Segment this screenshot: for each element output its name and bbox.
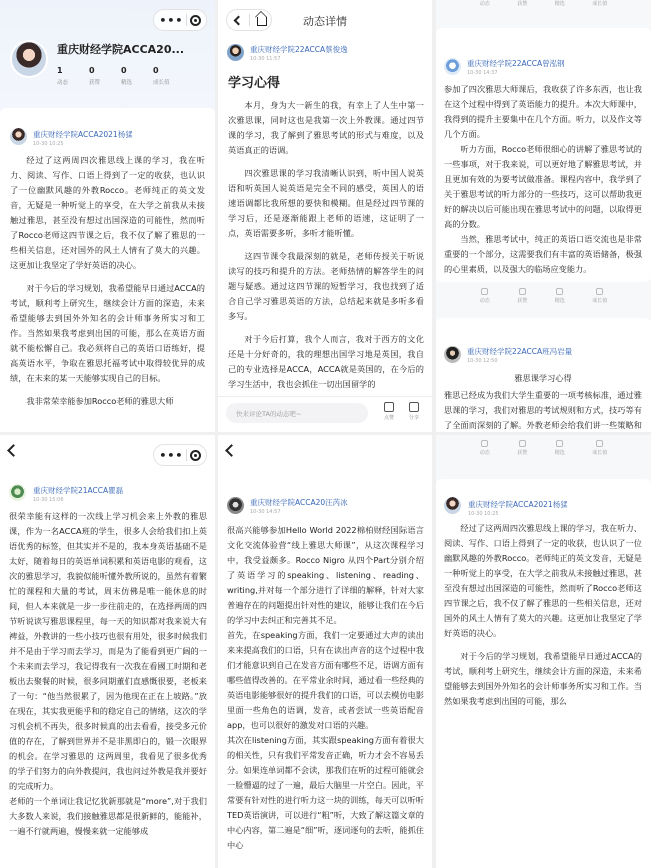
post-body [227,523,424,861]
back-icon[interactable] [7,444,20,457]
like-button[interactable] [384,402,394,421]
stat-label: 成长值 [153,80,170,86]
author-name[interactable]: 重庆财经学院21ACCA瞿磊 [33,486,124,495]
post-detail-panel [218,0,432,432]
post-card[interactable] [436,318,651,432]
profile-panel [0,0,215,432]
post-title: 学习心得 [228,76,281,91]
action-icon [519,288,526,295]
paragraph: 参加了四次雅思大师课后，我收获了许多东西，也让我在这个过程中得到了英语能力的提升。本次大师课中，我得到的提升主要集中在几个方面。听力，以及作文等几个方面。 [444,84,642,139]
post-body [444,521,642,717]
action-icon [596,440,603,447]
more-icon[interactable]: ••• [159,448,184,462]
feed-panel [436,0,651,432]
share-button[interactable] [409,402,419,421]
post-title: 雅思课学习心得 [514,373,572,383]
post-detail-panel [0,435,215,868]
action-featured[interactable] [555,0,565,7]
paragraph: 很高兴能够参加Hello World 2022棉柏财经国际语言文化交流体验营“线上雅思大师课”，从这次课程学习中，我受益颇多。Rocco Nigro 从四个Part分别介绍了英语学习的speaking、listening、reading、writing,并对每一个部分进行了详细的解释，针对大家普遍存在的问题提出针对性的建议，能够让我们在今后的学习中去纠正和完善其不足。 [227,525,424,625]
action-label: 获赞 [517,450,528,456]
paragraph: 首先，在speaking方面，我们一定要通过大声的读出来来提高我们的口语，只有在读出声音的这个过程中我们才能意识到自己在发音方面有哪些不足，语调方面有哪些值得改善的。在平常业余时间，通过看一些经典的英语电影能够很好的提升我们的口语，可以去模仿电影里面一些角色的语调，发音，或者尝试一些英语配音app，也可以很好的激发对口语的兴趣。 [227,630,424,730]
paragraph: 四次雅思课的学习我清晰认识到，听中国人说英语和听英国人说英语是完全不同的感受，英国人的语速语调都比我所想的要快和模糊。但是经过四节课的学习后，还是逐渐能跟上老师的语速，这证明了一点，英语需要多听，多听才能听懂。 [228,168,424,238]
paragraph: 本月，身为大一新生的我，有幸上了人生中第一次雅思课，同时这也是我第一次上外教课。通过四节课的学习，我了解到了雅思考试的形式与难度，以及英语真正的语调。 [228,100,424,155]
action-likes[interactable] [517,440,527,456]
action-likes[interactable] [517,0,527,7]
capsule-divider [186,14,187,26]
avatar[interactable] [10,40,48,78]
action-label: 动态 [479,450,490,456]
action-icon [556,440,563,447]
action-likes[interactable] [517,288,527,304]
capsule-divider [186,449,187,461]
nav-title: 动态详情 [303,15,347,28]
post-time: 10-30 15:06 [33,497,64,503]
comment-bar [218,396,432,432]
feed-panel [436,435,651,868]
post-time: 10-30 10:25 [33,141,64,147]
like-icon [384,402,394,412]
author-avatar[interactable] [444,58,461,75]
paragraph: 老师的一个单词让我记忆犹新那就是“more”,对于我们大多数人来说，我们接触雅思都是很新鲜的，能能补，一遍不行就两遍，慢慢来就一定能够成 [9,796,207,836]
close-target-icon[interactable] [190,15,201,26]
paragraph: 对于今后的学习规划，我希望能早日通过ACCA的考试，顺利考上研究生，继续会计方面的深造，未来希望能够去到国外外知名的会计师事务所实习和工作。当然如果我考虑到出国的可能，那么在英语方面就不能松懈自己。我必须将自己的英语口语练好，提高英语水平，争取在雅思托福考试中取得较优异的成绩，在未来的某一天能够实现自己的目标。 [10,283,205,383]
author-avatar[interactable] [227,497,244,514]
author-avatar[interactable] [444,497,461,514]
post-body [444,371,642,432]
share-label: 分享 [409,415,420,421]
action-label: 精选 [554,450,565,456]
stat-label: 精选 [121,80,133,86]
paragraph: 听力方面，Rocco老师很细心的讲解了雅思考试的一些事项，对于我来说，可以更好地了解雅思考试，并且更加有效的为要考试做准备。课程内容中，我学到了关于雅思考试的听力部分的一些技巧，这可以帮助我更好的解决以后可能出现在雅思考试中的问题，以取得更高的分数。 [444,144,642,229]
paragraph: 我非常荣幸能参加Rocco老师的雅思大师 [26,396,174,406]
action-label: 精选 [554,298,565,304]
stat-growth[interactable] [153,66,185,86]
stat-num: 0 [89,66,95,75]
back-icon[interactable] [225,444,238,457]
like-label: 点赞 [384,415,395,421]
post-time: 10-30 12:50 [467,358,498,364]
action-growth[interactable] [592,288,607,304]
stat-featured[interactable] [121,66,153,86]
paragraph: 经过了这两周四次雅思线上课的学习，我在听力、阅读、写作、口语上得到了一定的收获，也认识了一位幽默风趣的外教Rocco。老师纯正的英文发音，无疑是一种听觉上的享受，在大学之前我从未接触过雅思，甚至没有想过出国深造的可能性，然而听了Rocco老师这四节课之后，我不仅了解了雅思的一些相关信息，还对国外的风土人情有了莫大的兴趣。这更加让我坚定了学好英语的决心。 [10,155,205,270]
post-card[interactable] [0,108,215,432]
more-icon[interactable]: ••• [159,13,184,27]
action-icon [519,440,526,447]
author-name[interactable]: 重庆财经学院22ACCA班冯岩量 [467,347,573,356]
action-label: 成长值 [592,1,608,7]
action-label: 动态 [479,298,490,304]
action-label: 获赞 [517,1,528,7]
stat-num: 0 [121,66,127,75]
post-time: 10-30 14:37 [467,70,498,76]
author-name[interactable]: 重庆财经学院ACCA2021杨猱 [33,130,133,139]
paragraph: 很荣幸能有这样的一次线上学习机会来上外教的雅思课，作为一名ACCA班的学生，很多人会给我们扣上英语优秀的标签，但其实并不是的，我本身英语基础不是太好，随着每日的英语单词积累和英语电影的观看，这次的雅思学习，我貌似能听懂外教所说的，虽然有着繁忙的课程和大量的考试，周末仿佛是唯一能休息的时间，但人本来就是一步一步往前走的，在选择两周的四节听说读写雅思课程里，每一天的知识都对我来说大有裨益，外教讲的一些小技巧也很有用处，很多时候我们并不是由于学习而去学习，而是为了能看到更广阔的一个未来而去学习，我记得我有一次我在看國工时期和老板出去聚餐的时候，很多同期董们直感慨很要，老板来了一句：“他当然很累了，因为他现在正在上坡路。”放在现在，其实我更能乎和的稳定自己的情绪，这次的学习机会机不再失，很多时候真的出去看看，接受多元价值的存在，了解到世界并不是非黑即白的，锻一次眼界的机会。在学习雅思的 这两周里，我看见了很多优秀的学子们努力的向外教提问，我也问过外教是我并要好的完成听力。 [9,511,207,791]
share-icon [409,402,419,412]
profile-stats [57,66,185,86]
action-growth[interactable] [592,0,607,7]
profile-name: 重庆财经学院ACCA20... [57,43,185,56]
action-label: 动态 [479,1,490,7]
action-icon [596,288,603,295]
comment-input[interactable]: 快来评论TA的动态吧~ [226,403,368,423]
post-body [444,82,642,282]
action-featured[interactable] [555,288,565,304]
post-body [10,153,205,417]
post-card[interactable] [436,28,651,282]
action-posts[interactable] [480,0,490,7]
action-icon [481,288,488,295]
mini-program-capsule[interactable] [153,444,207,466]
paragraph: 其次在listening方面，其实跟speaking方面有着很大的相关性，只有我们平常发音正确，听力才会不容易丢分。如果连单词都不会读，那我们在听的过程可能就会一脸懵逼的过了一遍，最后大脑里一片空白。因此，平常要有针对性的进行听力这一块的训练，每天可以听听TED英语演讲，可以进行“粗”听，大致了解这篇文章的中心内容，第二遍是“细”听，逐词逐句的去听，能抓住中心 [227,735,424,850]
post-actions [436,435,651,461]
stat-label: 获赞 [89,80,101,86]
author-name[interactable]: 重庆财经学院22ACCA蔡俊逸 [250,45,348,54]
action-growth[interactable] [592,440,607,456]
action-icon [556,288,563,295]
action-posts[interactable] [480,288,490,304]
paragraph: 对于今后的学习规划，我希望能早日通过ACCA的考试，顺利考上研究生，继续会计方面的深造，未来希望能够去到国外外知名的会计师事务所实习和工作。当然如果我考虑到出国的可能，那么 [444,651,642,706]
action-label: 成长值 [592,450,608,456]
close-target-icon[interactable] [190,450,201,461]
action-label: 获赞 [517,298,528,304]
post-detail-panel [218,435,432,868]
author-name[interactable]: 重庆财经学院ACCA2021杨猱 [468,500,568,509]
paragraph: 对于今后打算，我个人而言，我对于西方的文化还是十分好奇的，我的理想出国学习地是英国，我自己的专业选择是ACCA，ACCA就是英国的，在今后的学习生活中，我也会抓住一切出国留学的 [228,334,424,389]
paragraph: 当然，雅思考试中，纯正的英语口语交流也是非常重要的一个部分，这需要我们有丰富的英语储备，极强的心里素质，以及强大的临场应变能力。 [444,234,642,274]
post-body [228,98,424,400]
post-actions [436,0,651,14]
author-avatar[interactable] [10,128,27,145]
action-featured[interactable] [555,440,565,456]
stat-label: 动态 [57,80,69,86]
post-time: 10-30 11:57 [250,56,281,62]
divider [0,432,651,435]
action-icon [481,440,488,447]
paragraph: 雅思已经成为我们大学生重要的一项考核标准，通过雅思课的学习，我们对雅思的考试规则和方式，技巧等有了全面而深刻的了解。外教老师会给我们讲一些策略和 [444,390,642,430]
action-posts[interactable] [480,440,490,456]
stat-num: 1 [57,66,63,75]
post-body [9,509,207,847]
paragraph: 这四节课令我最深刻的就是，老师传授关于听说读写的技巧和提升的方法。老师热情的解答学生的问题与疑惑。通过这四节课的短暂学习，我也找到了适合自己学习雅思英语的方法，总结起来就是多听多看多写。 [228,251,424,321]
stat-likes[interactable] [89,66,121,86]
author-avatar[interactable] [444,346,461,363]
author-avatar[interactable] [227,44,244,61]
post-time: 10-30 14:57 [250,509,281,515]
author-name[interactable]: 重庆财经学院ACCA20汪芮冰 [250,498,348,507]
author-name[interactable]: 重庆财经学院22ACCA曾泓钢 [467,59,565,68]
author-avatar[interactable] [9,484,26,501]
post-actions [436,282,651,310]
post-card[interactable] [436,479,651,868]
post-time: 10-30 10:25 [468,511,499,517]
stat-posts[interactable] [57,66,89,86]
stat-num: 0 [153,66,159,75]
paragraph: 经过了这两周四次雅思线上课的学习，我在听力、阅读、写作、口语上得到了一定的收获，也认识了一位幽默风趣的外教Rocco。老师纯正的英文发音，无疑是一种听觉上的享受，在大学之前我从未接触过雅思，甚至没有想过出国深造的可能性，然而听了Rocco老师这四节课之后，我不仅了解了雅思的一些相关信息，还对国外的风土人情有了莫大的兴趣。这更加让我坚定了学好英语的决心。 [444,523,642,638]
action-label: 成长值 [592,298,608,304]
mini-program-capsule[interactable] [153,9,207,31]
action-label: 精选 [554,1,565,7]
